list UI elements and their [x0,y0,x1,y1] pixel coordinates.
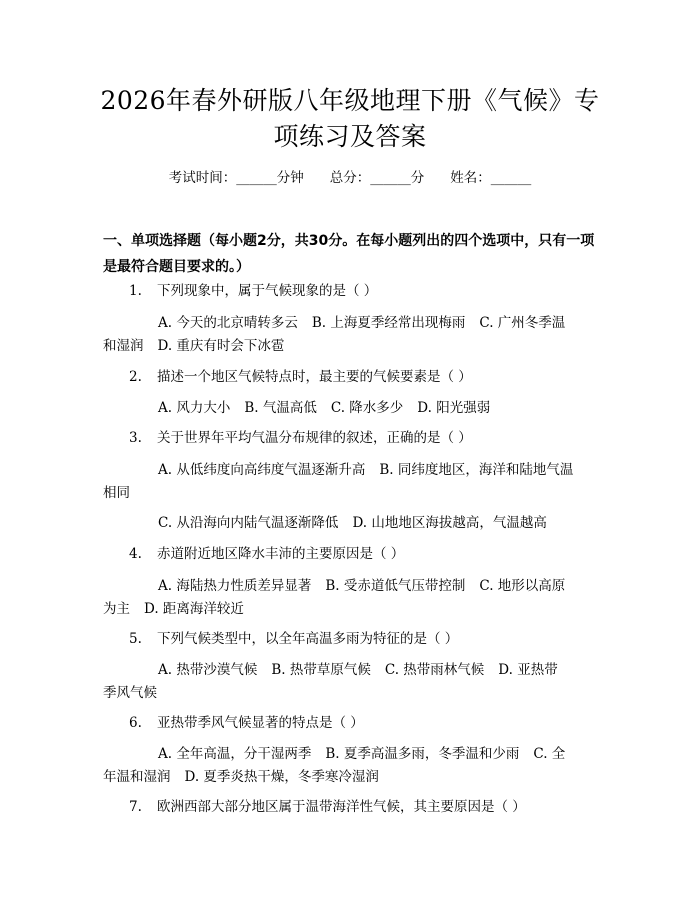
option-d: D. 夏季炎热干燥，冬季寒冷湿润 [184,769,379,785]
option-b: B. 夏季高温多雨，冬季温和少雨 [325,746,520,762]
question-number: 1. [129,283,142,299]
option-b-continued: 相同 [103,485,130,501]
option-c-continued: 为主 [103,601,130,617]
page-title-line-2: 项练习及答案 [273,122,427,151]
question-stem: 2. 描述一个地区气候特点时，最主要的气候要素是（ ） [129,369,472,385]
question-stem: 5. 下列气候类型中，以全年高温多雨为特征的是（ ） [129,631,459,647]
question-number: 7. [129,799,142,815]
question-stem: 6. 亚热带季风气候显著的特点是（ ） [129,715,364,731]
option-a: A. 全年高温，分干湿两季 [158,746,312,762]
question-options [103,512,618,535]
option-b: B. 上海夏季经常出现梅雨 [311,315,466,331]
option-c: C. 从沿海向内陆气温逐渐降低 [158,515,339,531]
option-b: B. 受赤道低气压带控制 [325,578,466,594]
option-c: C. 热带雨林气候 [384,662,485,678]
question-options [103,743,618,766]
question-options [103,397,618,420]
question-options [103,335,618,358]
question-stem: 1. 下列现象中，属于气候现象的是（ ） [129,283,378,299]
option-b: B. 气温高低 [244,400,317,416]
option-c: C. 地形以高原 [479,578,566,594]
question-number: 5. [129,631,142,647]
option-d: D. 距离海洋较近 [144,601,244,617]
option-a: A. 今天的北京晴转多云 [158,315,298,331]
question-options [103,575,618,598]
option-d-continued: 季风气候 [103,685,157,701]
question-options [103,482,618,505]
option-d: D. 亚热带 [498,662,558,678]
question-options [103,598,618,621]
section-heading-line-2: 是最符合题目要求的。） [103,259,250,275]
question-stem: 7. 欧洲西部大部分地区属于温带海洋性气候，其主要原因是（ ） [129,799,526,815]
question-options [103,659,618,682]
option-c-continued: 和湿润 [103,338,144,354]
question-options [103,312,618,335]
section-heading-line-1: 一、单项选择题（每小题2分，共30分。在每小题列出的四个选项中，只有一项 [103,233,595,249]
option-d: D. 阳光强弱 [417,400,491,416]
question-number: 4. [129,546,142,562]
question-number: 6. [129,715,142,731]
exam-time-field: 考试时间：______分钟 [168,170,304,186]
exam-meta [0,168,700,188]
option-d: D. 重庆有时会下冰雹 [157,338,285,354]
option-c: C. 降水多少 [330,400,404,416]
option-a: A. 从低纬度向高纬度气温逐渐升高 [158,462,366,478]
student-name-field: 姓名：______ [450,170,532,186]
option-b: B. 同纬度地区，海洋和陆地气温 [379,462,574,478]
question-stem: 4. 赤道附近地区降水丰沛的主要原因是（ ） [129,546,405,562]
question-number: 3. [129,430,142,446]
question-options [103,766,618,789]
page-title-line-1: 2026年春外研版八年级地理下册《气候》专 [100,86,600,115]
option-a: A. 风力大小 [158,400,231,416]
option-d: D. 山地地区海拔越高，气温越高 [352,515,547,531]
question-number: 2. [129,369,142,385]
total-score-field: 总分：______分 [329,170,425,186]
option-a: A. 热带沙漠气候 [158,662,258,678]
question-stem: 3. 关于世界年平均气温分布规律的叙述，正确的是（ ） [129,430,472,446]
option-c: C. 广州冬季温 [479,315,566,331]
question-options [103,682,618,705]
option-a: A. 海陆热力性质差异显著 [158,578,312,594]
option-c: C. 全 [533,746,566,762]
question-options [103,459,618,482]
option-b: B. 热带草原气候 [271,662,371,678]
option-c-continued: 年温和湿润 [103,769,171,785]
